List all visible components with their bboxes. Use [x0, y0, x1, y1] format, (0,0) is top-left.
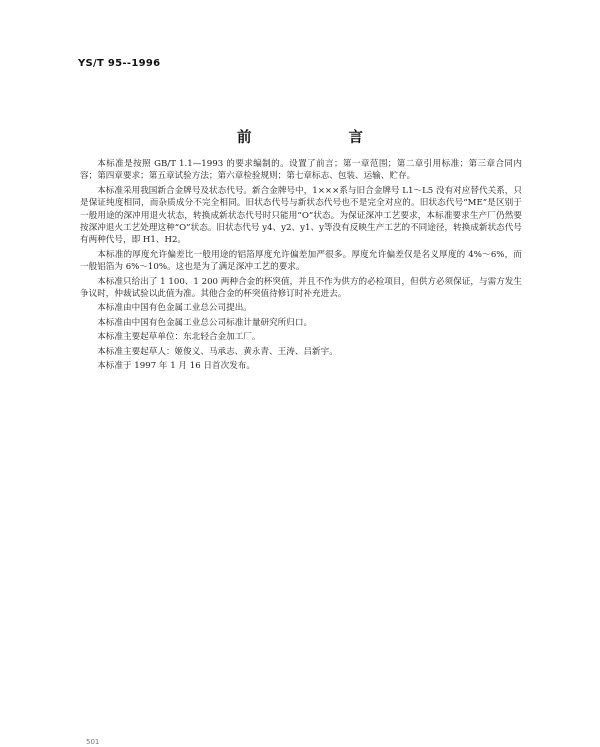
paragraph-scope-structure: 本标准是按照 GB/T 1.1—1993 的要求编制的。设置了前言；第一章范围；第二章引用标准；第三章合同内容；第四章要求；第五章试验方法；第六章检验规则；第七章标志、包装、运输、贮存。 — [80, 159, 522, 182]
foreword-body — [80, 158, 522, 373]
paragraph-drafters: 本标准主要起草人：姬俊义、马承志、黄永青、王涛、吕新宇。 — [97, 346, 338, 357]
paragraph-drafting-unit: 本标准主要起草单位：东北轻合金加工厂。 — [97, 332, 261, 343]
paragraph-alloy-designations: 本标准采用我国新合金牌号及状态代号。新合金牌号中，1×××系与旧合金牌号 L1～L5 没有对应替代关系，只是保证纯度相同，而杂质成分不完全相同。旧状态代号与新状态代号也不是完全对应的。旧状态代号“ME”是区别于一般用途的深冲用退火状态，转换成新状态代号时只能用“O”状态。为保证深冲工艺要求，本标准要求生产厂仍然要按深冲退火工艺处理这种“O”状态。旧状态代号 y4、y2、y1、y等没有反映生产工艺的不同途径，转换成新状态代号有两种代号，即 H1、H2。 — [80, 185, 522, 246]
paragraph-proposer: 本标准由中国有色金属工业总公司提出。 — [97, 303, 252, 314]
standard-code-header: YS/T 95--1996 — [78, 58, 161, 69]
page-number: 501 — [86, 738, 100, 746]
page-title: 前 言 — [236, 129, 410, 146]
paragraph-administrator: 本标准由中国有色金属工业总公司标准计量研究所归口。 — [97, 317, 313, 328]
paragraph-thickness-tolerance: 本标准的厚度允许偏差比一般用途的铝箔厚度允许偏差加严很多。厚度允许偏差仅是名义厚度的 4%～6%，而一般铝箔为 6%～10%。这也是为了满足深冲工艺的要求。 — [80, 249, 522, 273]
paragraph-release-date: 本标准于 1997 年 1 月 16 日首次发布。 — [97, 361, 255, 372]
paragraph-cupping-value: 本标准只给出了 1 100、1 200 两种合金的杯突值，并且不作为供方的必检项目，但供方必须保证，与需方发生争议时，仲裁试验以此值为准。其他合金的杯突值待修订时补充进去。 — [80, 276, 522, 300]
